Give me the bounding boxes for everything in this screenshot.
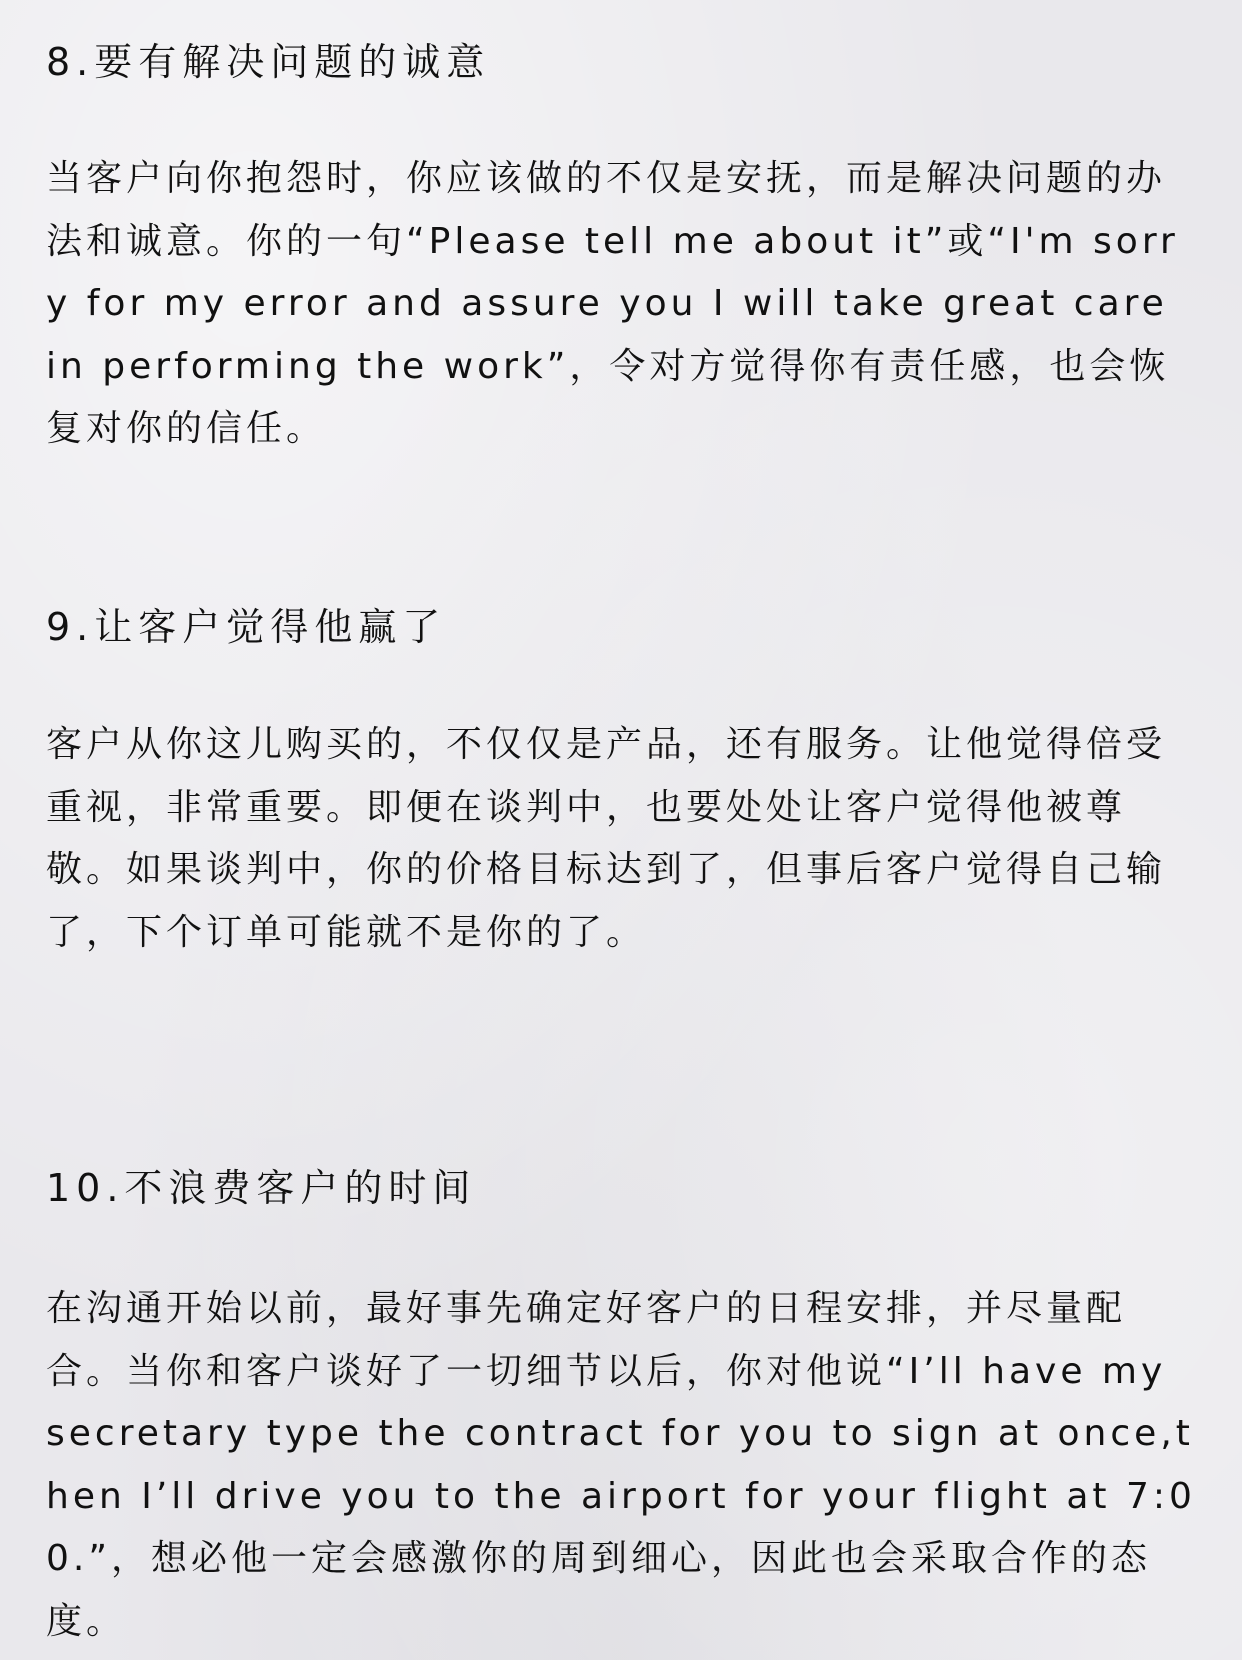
- section-body-8: 当客户向你抱怨时，你应该做的不仅是安抚，而是解决问题的办法和诚意。你的一句“Please tell me about it”或“I'm sorry for my error and assure you I will take great care in performing the work”，令对方觉得你有责任感，也会恢复对你的信任。: [46, 158, 1179, 449]
- section-body-9: 客户从你这儿购买的，不仅仅是产品，还有服务。让他觉得倍受重视，非常重要。即便在谈判中，也要处处让客户觉得他被尊敬。如果谈判中，你的价格目标达到了，但事后客户觉得自己输了，下个订单可能就不是你的了。: [46, 724, 1167, 953]
- section-body-10: 在沟通开始以前，最好事先确定好客户的日程安排，并尽量配合。当你和客户谈好了一切细节以后，你对他说“I’ll have my secretary type the contract for you to sign at once,then I’ll drive you to the airport for your flight at 7:00.”，想必他一定会感激你的周到细心，因此也会采取合作的态度。: [46, 1288, 1196, 1642]
- section-heading-9: 9.让客户觉得他赢了: [46, 605, 447, 649]
- section-heading-10: 10.不浪费客户的时间: [46, 1166, 477, 1210]
- section-heading-8: 8.要有解决问题的诚意: [46, 40, 491, 84]
